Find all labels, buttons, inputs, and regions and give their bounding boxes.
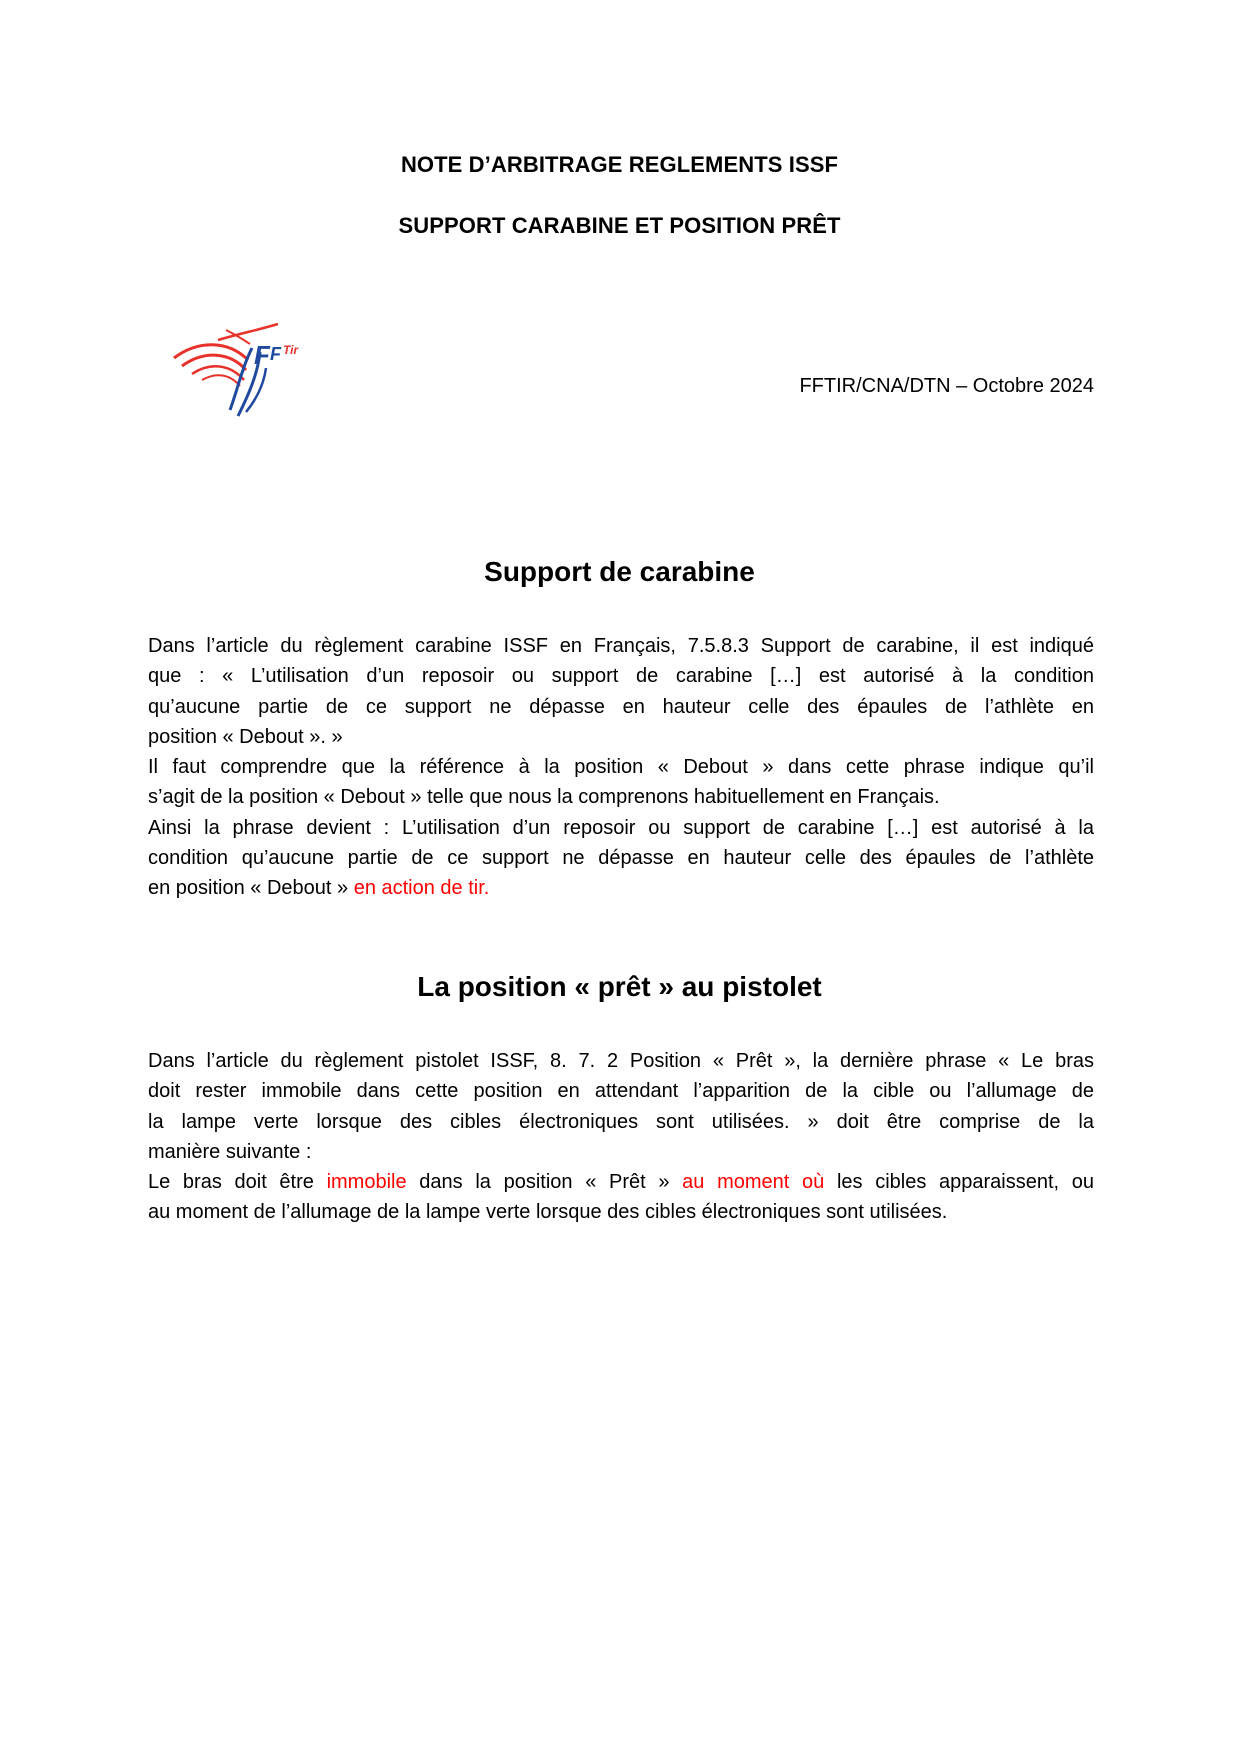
section-heading-position-pret: La position « prêt » au pistolet [417, 971, 822, 1002]
text-run: dans la position « Prêt » [406, 1171, 683, 1194]
highlighted-text: immobile [326, 1171, 407, 1194]
document-title: NOTE D’ARBITRAGE REGLEMENTS ISSF [400, 152, 839, 177]
text-line: condition qu’aucune partie de ce support ne dépasse en hauteur celle des épaules de l’athlète [148, 847, 1094, 870]
svg-text:Tir: Tir [283, 343, 299, 357]
highlighted-text: au moment où [682, 1171, 825, 1194]
text-run: en position « Debout » [148, 877, 354, 900]
fftir-logo [168, 322, 338, 422]
text-line [148, 1167, 1094, 1197]
text-line: que : « L’utilisation d’un reposoir ou support de carabine […] est autorisé à la condition [148, 665, 1094, 688]
section-heading-support-carabine: Support de carabine [484, 556, 755, 587]
text-line [148, 873, 1094, 903]
svg-text:F: F [270, 344, 281, 364]
text-line: manière suivante : [148, 1140, 312, 1163]
text-line: Dans l’article du règlement pistolet ISSF, 8. 7. 2 Position « Prêt », la dernière phrase « Le bras [148, 1050, 1094, 1072]
text-line: doit rester immobile dans cette position en attendant l’apparition de la cible ou l’allumage de [148, 1080, 1094, 1103]
text-line: Ainsi la phrase devient : L’utilisation d’un reposoir ou support de carabine […] est autorisé à la [148, 816, 1094, 839]
svg-text:F: F [254, 340, 270, 370]
text-run: Le bras doit être [148, 1171, 327, 1194]
text-line: qu’aucune partie de ce support ne dépasse en hauteur celle des épaules de l’athlète en [148, 695, 1094, 718]
document-subtitle: SUPPORT CARABINE ET POSITION PRÊT [398, 213, 841, 238]
text-line: Dans l’article du règlement carabine ISSF en Français, 7.5.8.3 Support de carabine, il est indiqué [148, 635, 1094, 657]
text-line: au moment de l’allumage de la lampe verte lorsque des cibles électroniques sont utilisées. [148, 1201, 948, 1224]
text-line: la lampe verte lorsque des cibles électroniques sont utilisées. » doit être comprise de la [148, 1110, 1094, 1133]
text-line: position « Debout ». » [148, 725, 343, 748]
section-body-support-carabine [148, 631, 1094, 904]
rooster-logo-icon [168, 322, 338, 422]
text-line: s’agit de la position « Debout » telle que nous la comprenons habituellement en Français. [148, 786, 940, 809]
section-body-position-pret [148, 1046, 1094, 1228]
document-reference: FFTIR/CNA/DTN – Octobre 2024 [799, 375, 1094, 397]
text-line: Il faut comprendre que la référence à la position « Debout » dans cette phrase indique qu’il [148, 756, 1094, 779]
text-run: les cibles apparaissent, ou [824, 1171, 1095, 1194]
highlighted-text: en action de tir. [353, 877, 490, 900]
